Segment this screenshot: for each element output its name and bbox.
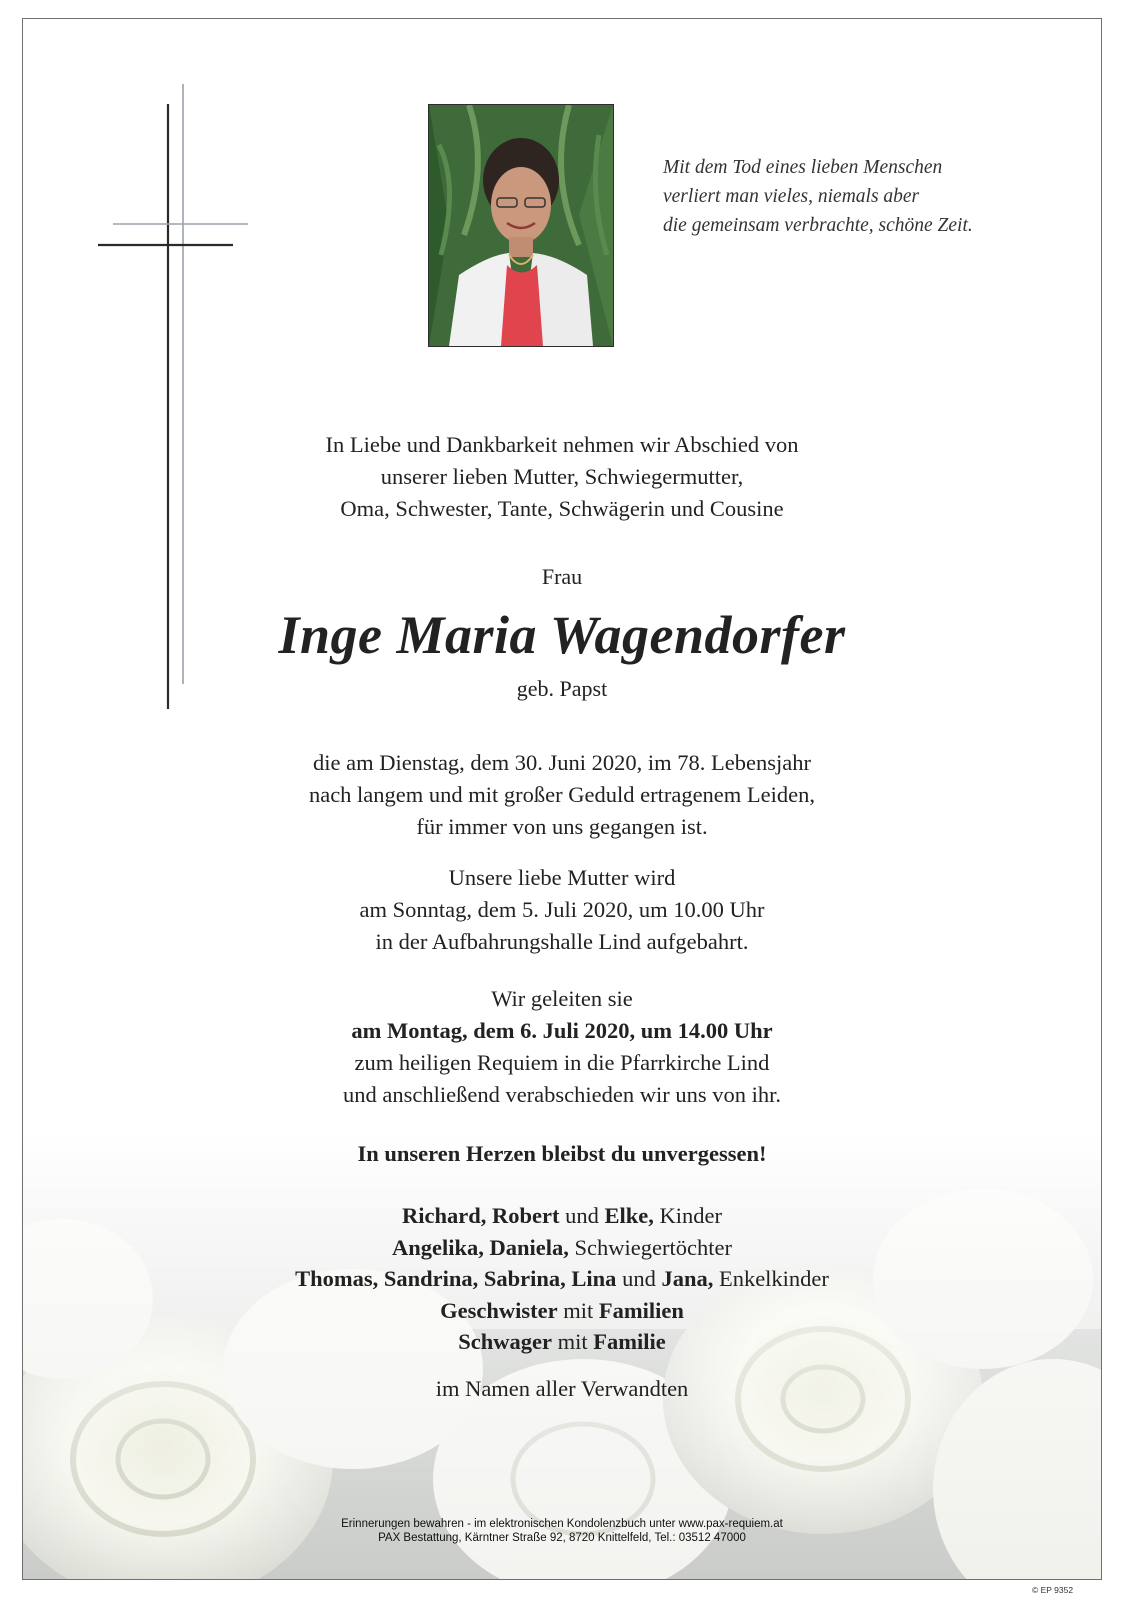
mourners-relation: Kinder (653, 1203, 722, 1228)
intro-line: unserer lieben Mutter, Schwiegermutter, (380, 464, 744, 489)
intro-line: Oma, Schwester, Tante, Schwägerin und Cousine (340, 496, 784, 521)
mourners-text: und (616, 1266, 662, 1291)
quote-line: verliert man vieles, niemals aber (663, 186, 920, 207)
mourners-names: Jana, (661, 1266, 714, 1291)
document-code: © EP 9352 (1032, 1585, 1074, 1595)
mourners-names: Elke, (604, 1203, 654, 1228)
mourners-names: Thomas, Sandrina, Sabrina, Lina (295, 1266, 617, 1291)
maiden-name: geb. Papst (516, 676, 608, 701)
mourners-names: Familien (598, 1297, 684, 1323)
mourners-names: Angelika, Daniela, (392, 1234, 569, 1260)
mourners-text: mit (557, 1297, 599, 1323)
funeral-date: am Montag, dem 6. Juli 2020, um 14.00 Uhr (351, 1018, 773, 1043)
viewing-line: in der Aufbahrungshalle Lind aufgebahrt. (375, 929, 749, 954)
mourners-row (23, 1232, 1101, 1264)
funeral-notice (23, 983, 1101, 1111)
mourners-row (23, 1263, 1101, 1295)
memorial-quote (663, 153, 1083, 240)
quote-line: Mit dem Tod eines lieben Menschen (663, 157, 943, 178)
mourners-text: mit (552, 1329, 594, 1354)
viewing-notice (23, 862, 1101, 958)
death-line: die am Dienstag, dem 30. Juni 2020, im 78. Lebensjahr (312, 750, 812, 775)
funeral-line: und anschließend verabschieden wir uns von ihr. (342, 1082, 781, 1107)
death-line: nach langem und mit großer Geduld ertragenem Leiden, (308, 782, 816, 807)
quote-line: die gemeinsam verbrachte, schöne Zeit. (663, 215, 973, 236)
mourners-text: und (559, 1203, 605, 1228)
mourners-row (23, 1295, 1101, 1327)
mourners-list (23, 1200, 1101, 1358)
mourners-row (23, 1200, 1101, 1232)
obituary-page (22, 18, 1102, 1580)
funeral-line: zum heiligen Requiem in die Pfarrkirche Lind (354, 1050, 770, 1075)
footer-address-line: PAX Bestattung, Kärntner Straße 92, 8720 Knittelfeld, Tel.: 03512 47000 (378, 1532, 746, 1544)
mourners-relation: Enkelkinder (713, 1266, 829, 1291)
intro-line: In Liebe und Dankbarkeit nehmen wir Abschied von (325, 432, 799, 457)
footer-condolence-line: Erinnerungen bewahren - im elektronischen Kondolenzbuch unter www.pax-requiem.at (341, 1518, 783, 1530)
mourners-names: Familie (593, 1329, 666, 1354)
viewing-line: Unsere liebe Mutter wird (448, 865, 676, 890)
intro-text (23, 429, 1101, 525)
portrait-photo (428, 104, 614, 347)
mourners-names: Schwager (458, 1329, 552, 1354)
footer (23, 1517, 1101, 1545)
salutation: Frau (541, 564, 583, 589)
death-notice (23, 747, 1101, 843)
viewing-line: am Sonntag, dem 5. Juli 2020, um 10.00 Uhr (359, 897, 765, 922)
funeral-line: Wir geleiten sie (491, 986, 633, 1011)
memorial-motto: In unseren Herzen bleibst du unvergessen! (357, 1141, 767, 1166)
mourners-row (23, 1326, 1101, 1358)
behalf-line: im Namen aller Verwandten (435, 1376, 689, 1401)
death-line: für immer von uns gegangen ist. (416, 814, 708, 839)
mourners-names: Geschwister (440, 1297, 558, 1323)
mourners-names: Richard, Robert (402, 1203, 560, 1228)
deceased-name: Inge Maria Wagendorfer (278, 605, 846, 665)
mourners-relation: Schwiegertöchter (568, 1234, 732, 1260)
